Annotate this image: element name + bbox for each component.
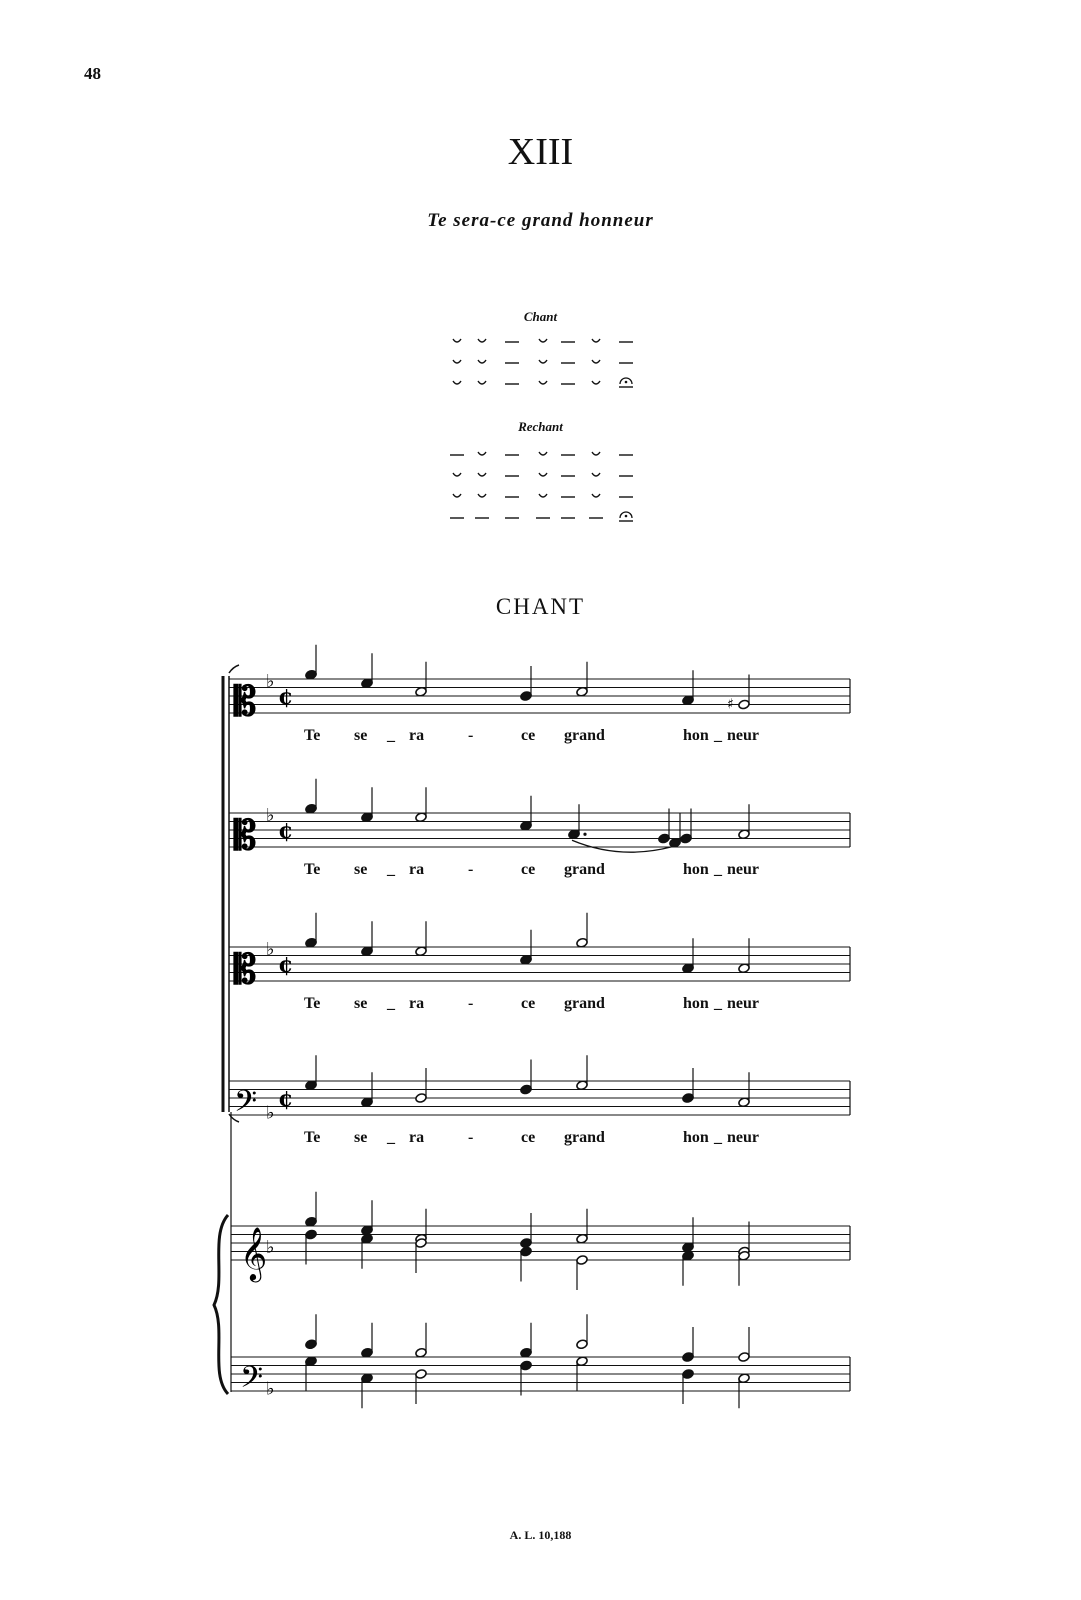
- chord-note: [738, 1373, 750, 1384]
- note-head: [520, 954, 532, 965]
- c-clef-icon: 𝄡: [234, 946, 257, 993]
- chord-note: [520, 1360, 532, 1371]
- lyric-syllable: ra: [409, 861, 425, 878]
- chord-note: [361, 1347, 373, 1358]
- f-clef-icon: 𝄢: [234, 1085, 258, 1126]
- lyric-syllable: ce: [521, 995, 536, 1012]
- note-head: [361, 946, 373, 957]
- note-head: [520, 691, 532, 702]
- lyric-syllable: _: [714, 1129, 722, 1146]
- chord-note: [361, 1373, 373, 1384]
- f-clef-icon: 𝄢: [240, 1361, 264, 1402]
- note-head: [682, 1093, 694, 1104]
- chord-note: [305, 1229, 317, 1240]
- lyric-syllable: hon: [683, 1129, 709, 1146]
- tenor-staff: [229, 939, 850, 993]
- chord-note: [738, 1352, 750, 1363]
- plate-number: A. L. 10,188: [509, 1528, 572, 1542]
- lyric-syllable: ra: [409, 995, 425, 1012]
- lyric-syllable: _: [387, 1129, 395, 1146]
- lyric-syllable: grand: [564, 861, 605, 878]
- flat-icon: ♭: [266, 939, 275, 960]
- section-heading: CHANT: [495, 594, 586, 619]
- flat-icon: ♭: [266, 1378, 275, 1400]
- note-head: [361, 678, 373, 689]
- note-head: [415, 946, 427, 957]
- chord-note: [305, 1339, 317, 1350]
- lyric-syllable: neur: [727, 727, 759, 744]
- soprano-staff: [229, 671, 850, 725]
- lyric-syllable: se: [354, 995, 368, 1012]
- lyric-syllable: Te: [304, 1129, 321, 1146]
- chord-note: [682, 1352, 694, 1363]
- lyric-syllable: hon: [683, 727, 709, 744]
- note-head: [305, 669, 317, 680]
- note-head: [305, 1080, 317, 1091]
- lyric-syllable: _: [387, 995, 395, 1012]
- c-clef-icon: 𝄡: [234, 812, 257, 859]
- flat-icon: ♭: [266, 1237, 275, 1258]
- alto-staff: [229, 805, 850, 859]
- note-head: [305, 803, 317, 814]
- lyric-syllable: -: [468, 861, 474, 878]
- lyric-syllable: ra: [409, 1129, 425, 1146]
- note-head: [738, 699, 750, 710]
- piece-title: Te sera-ce grand honneur: [427, 210, 654, 231]
- piece-number: XIII: [507, 131, 574, 173]
- lyric-syllable: Te: [304, 861, 321, 878]
- note-head: [520, 1084, 532, 1095]
- note-head: [305, 937, 317, 948]
- flat-icon: ♭: [266, 805, 275, 826]
- chord-note: [682, 1250, 694, 1261]
- g-clef-icon: 𝄞: [240, 1226, 268, 1280]
- dot: [583, 833, 586, 836]
- lyric-syllable: _: [714, 861, 722, 878]
- scheme-chant-label: Chant: [523, 309, 558, 324]
- lyric-syllable: _: [714, 727, 722, 744]
- lyric-syllable: -: [468, 1129, 474, 1146]
- lyric-syllable: ra: [409, 727, 425, 744]
- note-head: [738, 829, 750, 840]
- note-head: [576, 1080, 588, 1091]
- cut-time-icon: ¢: [278, 1086, 294, 1112]
- lyric-syllable: _: [387, 727, 395, 744]
- chord-note: [361, 1225, 373, 1236]
- note-head: [682, 695, 694, 706]
- chord-note: [576, 1233, 588, 1244]
- lyric-syllable: neur: [727, 995, 759, 1012]
- flat-icon: ♭: [266, 671, 275, 692]
- lyric-syllable: se: [354, 1129, 368, 1146]
- note-head: [576, 937, 588, 948]
- note-head: [520, 820, 532, 831]
- chord-note: [361, 1233, 373, 1244]
- lyric-syllable: neur: [727, 1129, 759, 1146]
- slur: [572, 840, 672, 852]
- chord-note: [520, 1238, 532, 1249]
- lyric-syllable: ce: [521, 727, 536, 744]
- chord-note: [415, 1347, 427, 1358]
- lyric-syllable: se: [354, 861, 368, 878]
- piano-brace: [214, 1215, 228, 1394]
- chord-note: [576, 1356, 588, 1367]
- piano-treble-staff: [231, 1226, 850, 1282]
- scheme-rechant-label: Rechant: [518, 419, 563, 434]
- lyric-syllable: ce: [521, 1129, 536, 1146]
- cut-time-icon: ¢: [278, 684, 294, 710]
- lyric-syllable: -: [468, 727, 474, 744]
- lyric-syllable: neur: [727, 861, 759, 878]
- chord-note: [305, 1356, 317, 1367]
- note-head: [738, 1097, 750, 1108]
- piano-bass-staff: [231, 1357, 850, 1402]
- lyric-syllable: hon: [683, 861, 709, 878]
- note-head: [415, 1093, 427, 1104]
- note-head: [682, 963, 694, 974]
- cut-time-icon: ¢: [278, 952, 294, 978]
- chord-note: [415, 1369, 427, 1380]
- chord-note: [576, 1255, 588, 1266]
- page-number: 48: [84, 64, 101, 83]
- chord-note: [305, 1216, 317, 1227]
- note-head: [658, 833, 670, 844]
- lyric-syllable: -: [468, 995, 474, 1012]
- lyric-syllable: grand: [564, 727, 605, 744]
- lyric-syllable: Te: [304, 727, 321, 744]
- cut-time-icon: ¢: [278, 818, 294, 844]
- c-clef-icon: 𝄡: [234, 678, 257, 725]
- lyric-syllable: Te: [304, 995, 321, 1012]
- lyric-syllable: grand: [564, 1129, 605, 1146]
- sharp-icon: ♯: [727, 696, 734, 713]
- note-head: [738, 963, 750, 974]
- lyric-syllable: hon: [683, 995, 709, 1012]
- note-head: [415, 812, 427, 823]
- note-head: [415, 686, 427, 697]
- note-head: [568, 829, 580, 840]
- chord-note: [682, 1242, 694, 1253]
- lyric-syllable: se: [354, 727, 368, 744]
- lyric-syllable: _: [714, 995, 722, 1012]
- note-head: [361, 812, 373, 823]
- chord-note: [520, 1246, 532, 1257]
- lyric-syllable: grand: [564, 995, 605, 1012]
- lyric-syllable: ce: [521, 861, 536, 878]
- bass-staff: [229, 1081, 850, 1126]
- lyric-syllable: _: [387, 861, 395, 878]
- note-head: [680, 833, 692, 844]
- note-head: [576, 686, 588, 697]
- chord-note: [520, 1347, 532, 1358]
- chord-note: [576, 1339, 588, 1350]
- note-head: [361, 1097, 373, 1108]
- flat-icon: ♭: [266, 1102, 275, 1124]
- chord-note: [682, 1369, 694, 1380]
